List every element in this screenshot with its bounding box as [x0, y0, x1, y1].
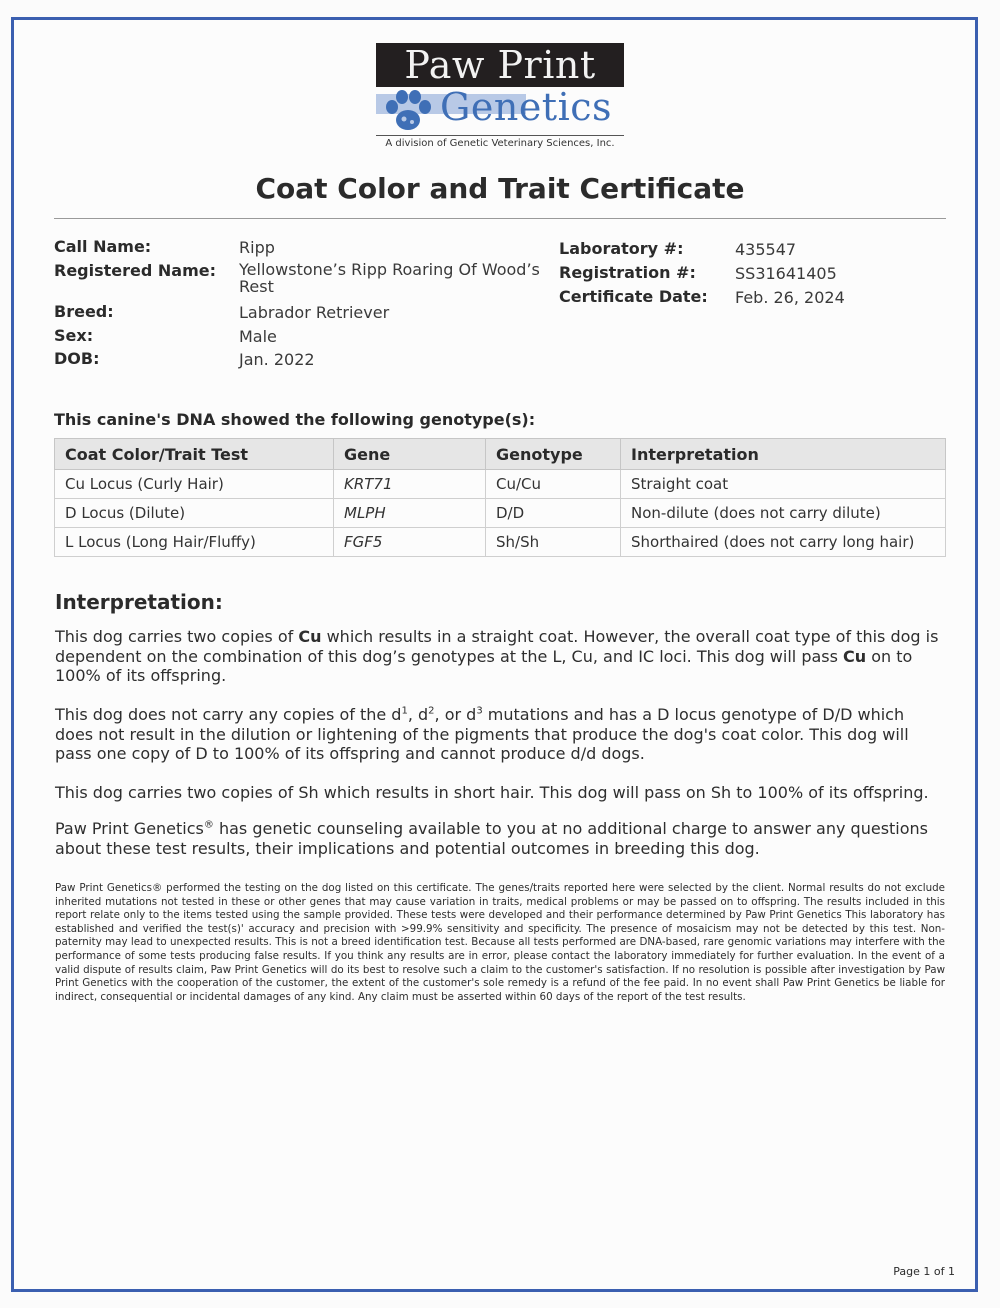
interpretation-paragraph-d: [55, 705, 945, 764]
test-cell: Cu Locus (Curly Hair): [55, 470, 334, 499]
text-span: mutations and has a D locus genotype of D/D which does not result in the dilution or lightening of the pigments that produce the dog's coat color. This dog will pass one copy of D to 100% of its offspring and cannot produce d/d dogs.: [55, 705, 909, 763]
gene-cell: KRT71: [334, 470, 486, 499]
interpretation-cell: Straight coat: [621, 470, 946, 499]
interpretation-paragraph-sh: This dog carries two copies of Sh which results in short hair. This dog will pass on Sh to 100% of its offspring.: [55, 783, 929, 802]
logo-subtitle: A division of Genetic Veterinary Sciences, Inc.: [376, 135, 624, 149]
interpretation-cell: Non-dilute (does not carry dilute): [621, 499, 946, 528]
logo-line2: Genetics: [440, 85, 613, 129]
superscript: 1: [401, 705, 408, 717]
certificate-title: Coat Color and Trait Certificate: [255, 172, 745, 205]
bold-allele: Cu: [843, 646, 867, 666]
text-span: which results in a straight coat. However, the overall coat type of this dog is dependent on the combination of this dog’s genotypes at the L, Cu, and IC loci. This dog will pass: [55, 627, 939, 666]
breed-value: Labrador Retriever: [239, 303, 390, 322]
genotype-cell: D/D: [486, 499, 621, 528]
table-row: [55, 470, 946, 499]
logo-line2-row: [376, 87, 624, 133]
genotype-cell: Cu/Cu: [486, 470, 621, 499]
gene-cell: MLPH: [334, 499, 486, 528]
call-name-value: Ripp: [239, 238, 275, 257]
table-header-row: [55, 439, 946, 470]
counseling-paragraph: [55, 819, 945, 858]
registration-number-value: SS31641405: [735, 264, 837, 283]
column-header-interpretation: Interpretation: [621, 439, 946, 470]
table-row: [55, 528, 946, 557]
sex-label: Sex:: [54, 326, 94, 345]
registered-mark: ®: [203, 819, 214, 831]
interpretation-paragraph-cu: [55, 627, 945, 686]
registered-name-line1: Yellowstone’s Ripp Roaring Of Wood’s: [239, 260, 540, 279]
dob-label: DOB:: [54, 349, 100, 368]
superscript: 3: [476, 705, 483, 717]
registered-name-value: [239, 261, 540, 295]
genotype-table: [54, 438, 946, 557]
column-header-genotype: Genotype: [486, 439, 621, 470]
genotype-heading: This canine's DNA showed the following genotype(s):: [54, 410, 536, 429]
text-span: This dog carries two copies of: [55, 627, 299, 646]
sex-value: Male: [239, 327, 277, 346]
column-header-test: Coat Color/Trait Test: [55, 439, 334, 470]
registered-name-label: Registered Name:: [54, 261, 217, 280]
lab-number-value: 435547: [735, 240, 797, 259]
call-name-label: Call Name:: [54, 237, 152, 256]
text-span: has genetic counseling available to you at no additional charge to answer any questions about these test results, their implications and potential outcomes in breeding this dog.: [55, 819, 929, 858]
table-row: [55, 499, 946, 528]
paw-icon: [382, 89, 434, 133]
logo: [376, 43, 624, 149]
dob-value: Jan. 2022: [239, 350, 315, 369]
title-divider: [54, 218, 946, 219]
certificate-date-label: Certificate Date:: [559, 287, 708, 306]
text-span: , or d: [434, 705, 477, 724]
superscript: 2: [428, 705, 435, 717]
registered-name-line2: Rest: [239, 277, 274, 296]
page-number: Page 1 of 1: [893, 1265, 955, 1278]
disclaimer: Paw Print Genetics® performed the testing on the dog listed on this certificate. The genes/traits reported here were selected by the client. Normal results do not exclude inherited mutations not tested in these or other genes that may cause variation in traits, medical problems or may be passed on to offspring. The results included in this report relate only to the items tested using the sample provided. These tests were developed and their performance determined by Paw Print Genetics This laboratory has established and verified the test(s)' accuracy and precision with >99.9% sensitivity and specificity. The presence of mosaicism may not be detected by this test. Non-paternity may lead to unexpected results. This is not a breed identification test. Because all tests performed are DNA-based, rare genomic variations may interfere with the performance of some tests producing false results. If you think any results are in error, please contact the laboratory immediately for further evaluation. In the event of a valid dispute of results claim, Paw Print Genetics will do its best to resolve such a claim to the customer's satisfaction. If no resolution is possible after investigation by Paw Print Genetics with the cooperation of the customer, the extent of the customer's sole remedy is a refund of the fee paid. In no event shall Paw Print Genetics be liable for indirect, consequential or incidental damages of any kind. Any claim must be asserted within 60 days of the report of the test results.: [55, 882, 945, 1003]
genotype-cell: Sh/Sh: [486, 528, 621, 557]
bold-allele: Cu: [298, 627, 322, 646]
certificate-date-value: Feb. 26, 2024: [735, 288, 845, 307]
interpretation-cell: Shorthaired (does not carry long hair): [621, 528, 946, 557]
interpretation-heading: Interpretation:: [55, 590, 223, 614]
test-cell: D Locus (Dilute): [55, 499, 334, 528]
registration-number-label: Registration #:: [559, 263, 696, 282]
text-span: Paw Print Genetics: [55, 819, 204, 838]
text-span: on to 100% of its offspring.: [55, 646, 913, 685]
text-span: , d: [407, 705, 429, 724]
text-span: This dog does not carry any copies of the d: [55, 705, 402, 724]
logo-line1: Paw Print: [376, 43, 624, 87]
gene-cell: FGF5: [334, 528, 486, 557]
lab-number-label: Laboratory #:: [559, 239, 684, 258]
column-header-gene: Gene: [334, 439, 486, 470]
test-cell: L Locus (Long Hair/Fluffy): [55, 528, 334, 557]
breed-label: Breed:: [54, 302, 114, 321]
